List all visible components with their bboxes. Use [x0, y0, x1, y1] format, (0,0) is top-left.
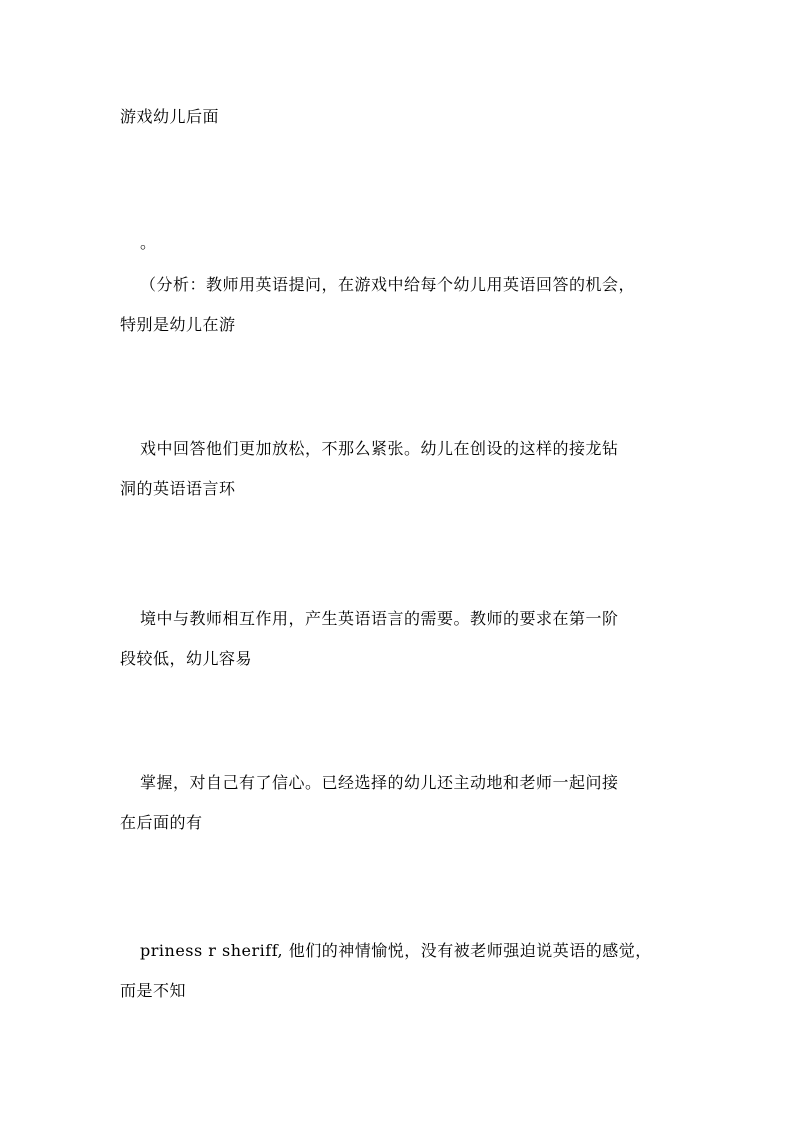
paragraph-line: 段较低，幼儿容易	[120, 649, 253, 668]
paragraph-line: 境中与教师相互作用，产生英语语言的需要。教师的要求在第一阶	[140, 609, 619, 628]
paragraph-line: 掌握，对自己有了信心。已经选择的幼儿还主动地和老师一起问接	[140, 773, 619, 792]
paragraph-line: 游戏幼儿后面	[120, 107, 220, 126]
paragraph-line: 特别是幼儿在游	[120, 315, 236, 334]
paragraph-line: 戏中回答他们更加放松，不那么紧张。幼儿在创设的这样的接龙钻	[140, 439, 619, 458]
paragraph-line: priness r sheriff, 他们的神情愉悦，没有被老师强迫说英语的感觉，	[140, 941, 652, 960]
paragraph-line: 在后面的有	[120, 813, 203, 832]
paragraph-line: （分析：教师用英语提问，在游戏中给每个幼儿用英语回答的机会，	[140, 275, 636, 294]
paragraph-line: 洞的英语语言环	[120, 479, 236, 498]
paragraph-line: 。	[140, 233, 157, 252]
paragraph-line: 而是不知	[120, 981, 187, 1000]
